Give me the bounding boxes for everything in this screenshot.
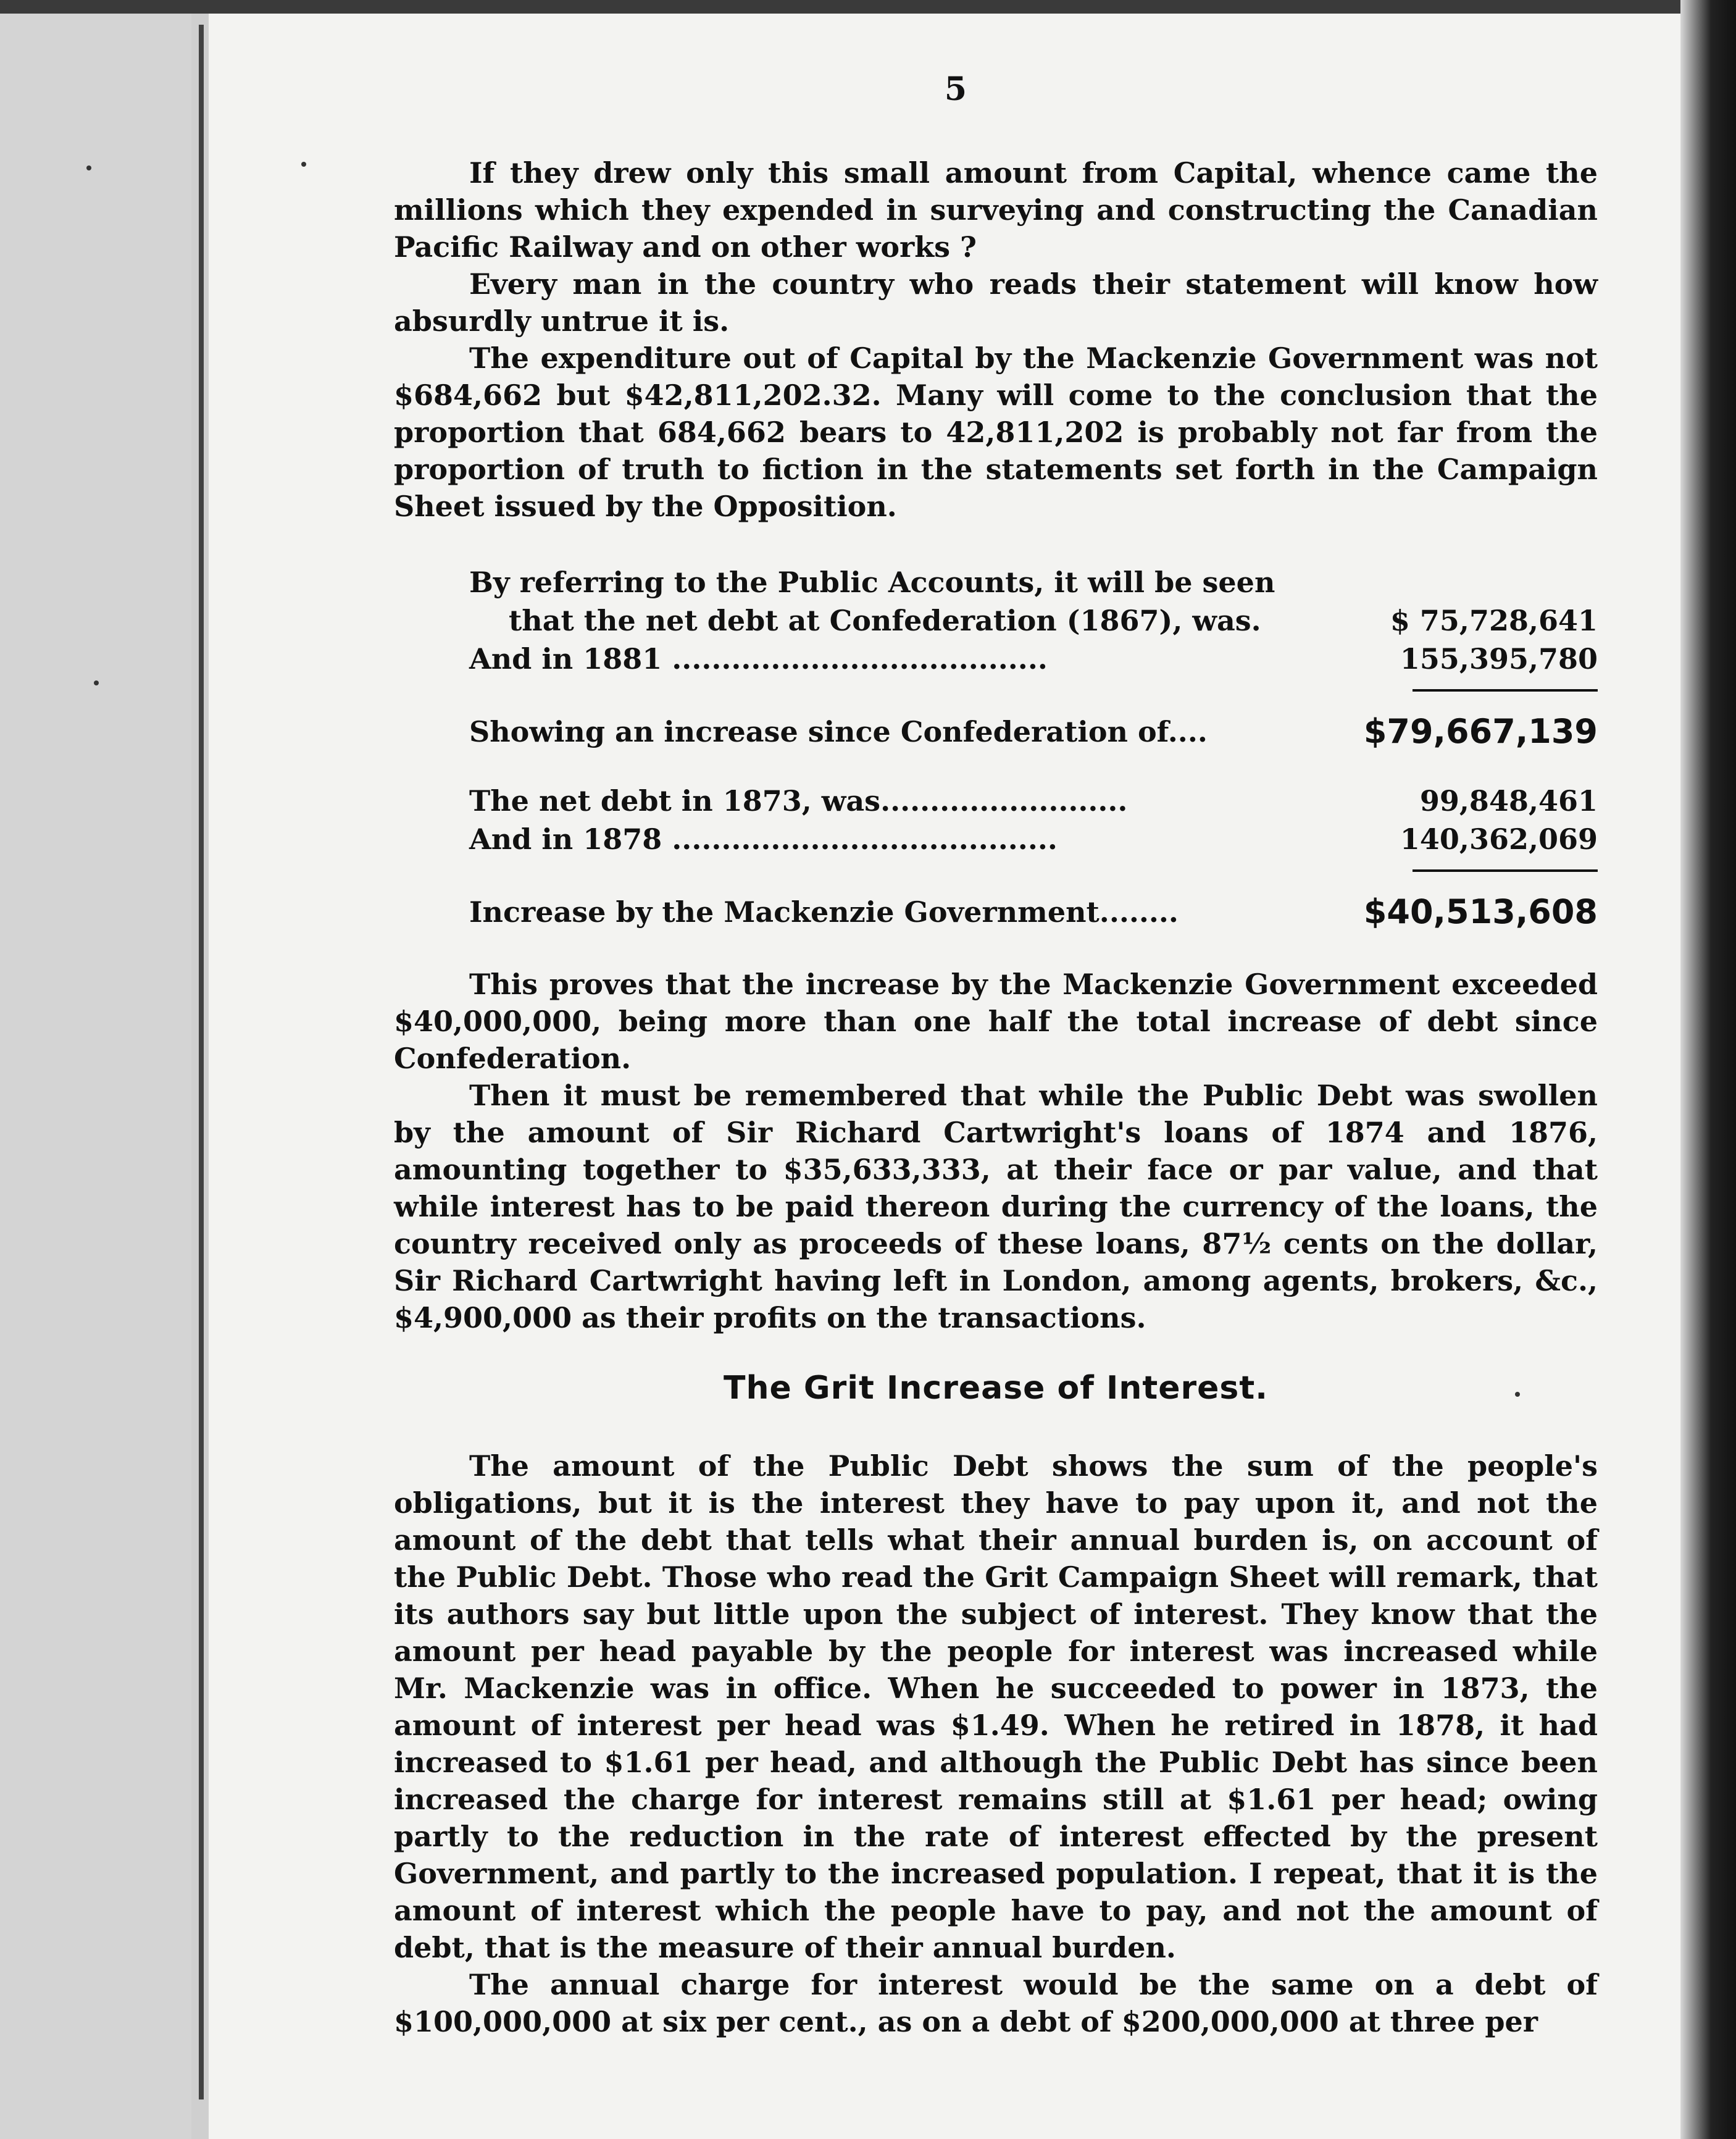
ledger-intro-label: By referring to the Public Accounts, it will be seen (469, 566, 1275, 599)
ledger-row (469, 601, 1598, 640)
ledger-total-row (469, 893, 1598, 931)
section-heading: The Grit Increase of Interest. (724, 1370, 1268, 1407)
paragraph-untrue: Every man in the country who reads their statement will know how absurdly untrue it is. (394, 267, 1598, 338)
print-speck (86, 165, 91, 170)
binding-edge (199, 25, 204, 2099)
ledger-total-label: Increase by the Mackenzie Government........ (469, 895, 1179, 929)
paragraph-capital-question: If they drew only this small amount from Capital, whence came the millions which they expended in surveying and constructing the Canadian Pacific Railway and on other works ? (394, 156, 1598, 264)
ledger-total-row (469, 713, 1598, 751)
ledger-row (469, 640, 1598, 678)
ledger-label: And in 1881 ...................................... (469, 642, 1048, 676)
top-edge (0, 0, 1736, 14)
page-number: 5 (944, 70, 967, 108)
left-margin (0, 0, 191, 2139)
ledger-intro-row (469, 563, 1598, 601)
document-page (209, 14, 1680, 2139)
ledger-total-amount: $79,667,139 (1363, 712, 1598, 751)
print-speck (301, 162, 306, 167)
ledger-total-amount: $40,513,608 (1363, 892, 1598, 931)
ledger-rule (1413, 689, 1598, 692)
ledger-confederation-debt (469, 563, 1598, 751)
ledger-amount: 99,848,461 (1419, 784, 1598, 818)
paragraph-annual-charge: The annual charge for interest would be the same on a debt of $100,000,000 at six per cent., as on a debt of $200,000,000 at three per (394, 1968, 1598, 2038)
print-speck (94, 680, 99, 685)
ledger-row (469, 782, 1598, 820)
ledger-amount: 140,362,069 (1400, 823, 1598, 856)
ledger-amount: $ 75,728,641 (1390, 604, 1598, 637)
ledger-amount: 155,395,780 (1400, 642, 1598, 676)
paragraph-interest: The amount of the Public Debt shows the sum of the people's obligations, but it is the interest they have to pay upon it, and not the amount of the debt that tells what their annual burden is, on account of the Public Debt. Those who read the Grit Campaign Sheet will remark, that its authors say but little upon the subject of interest. They know that the amount per head payable by the people for interest was increased while Mr. Mackenzie was in office. When he succeeded to power in 1873, the amount of interest per head was $1.49. When he retired in 1878, it had increased to $1.61 per head, and although the Public Debt has since been increased the charge for interest remains still at $1.61 per head; owing partly to the reduction in the rate of interest effected by the present Government, and partly to the increased population. I repeat, that it is the amount of interest which the people have to pay, and not the amount of debt, that is the measure of their annual burden. (394, 1449, 1598, 1964)
ledger-label: that the net debt at Confederation (1867), was. (509, 604, 1261, 637)
ledger-label: The net debt in 1873, was......................... (469, 784, 1128, 818)
ledger-total-label: Showing an increase since Confederation of.... (469, 715, 1208, 748)
ledger-label: And in 1878 ....................................... (469, 823, 1058, 856)
ledger-rule (1413, 869, 1598, 872)
print-speck (1515, 1392, 1520, 1397)
paragraph-increase-proof: This proves that the increase by the Mackenzie Government exceeded $40,000,000, being more than one half the total increase of debt since Confederation. (394, 968, 1598, 1075)
paragraph-cartwright-loans: Then it must be remembered that while the Public Debt was swollen by the amount of Sir Richard Cartwright's loans of 1874 and 1876, amounting together to $35,633,333, at their face or par value, and that while interest has to be paid thereon during the currency of the loans, the country received only as proceeds of these loans, 87½ cents on the dollar, Sir Richard Cartwright having left in London, among agents, brokers, &c., $4,900,000 as their profits on the transactions. (394, 1079, 1598, 1334)
ledger-row (469, 820, 1598, 858)
right-edge-shadow (1680, 0, 1736, 2139)
paragraph-expenditure: The expenditure out of Capital by the Mackenzie Government was not $684,662 but $42,811,202.32. Many will come to the conclusion that the proportion that 684,662 bears to 42,811,202 is probably not far from the proportion of truth to fiction in the statements set forth in the Campaign Sheet issued by the Opposition. (394, 341, 1598, 523)
ledger-mackenzie-debt (469, 782, 1598, 931)
